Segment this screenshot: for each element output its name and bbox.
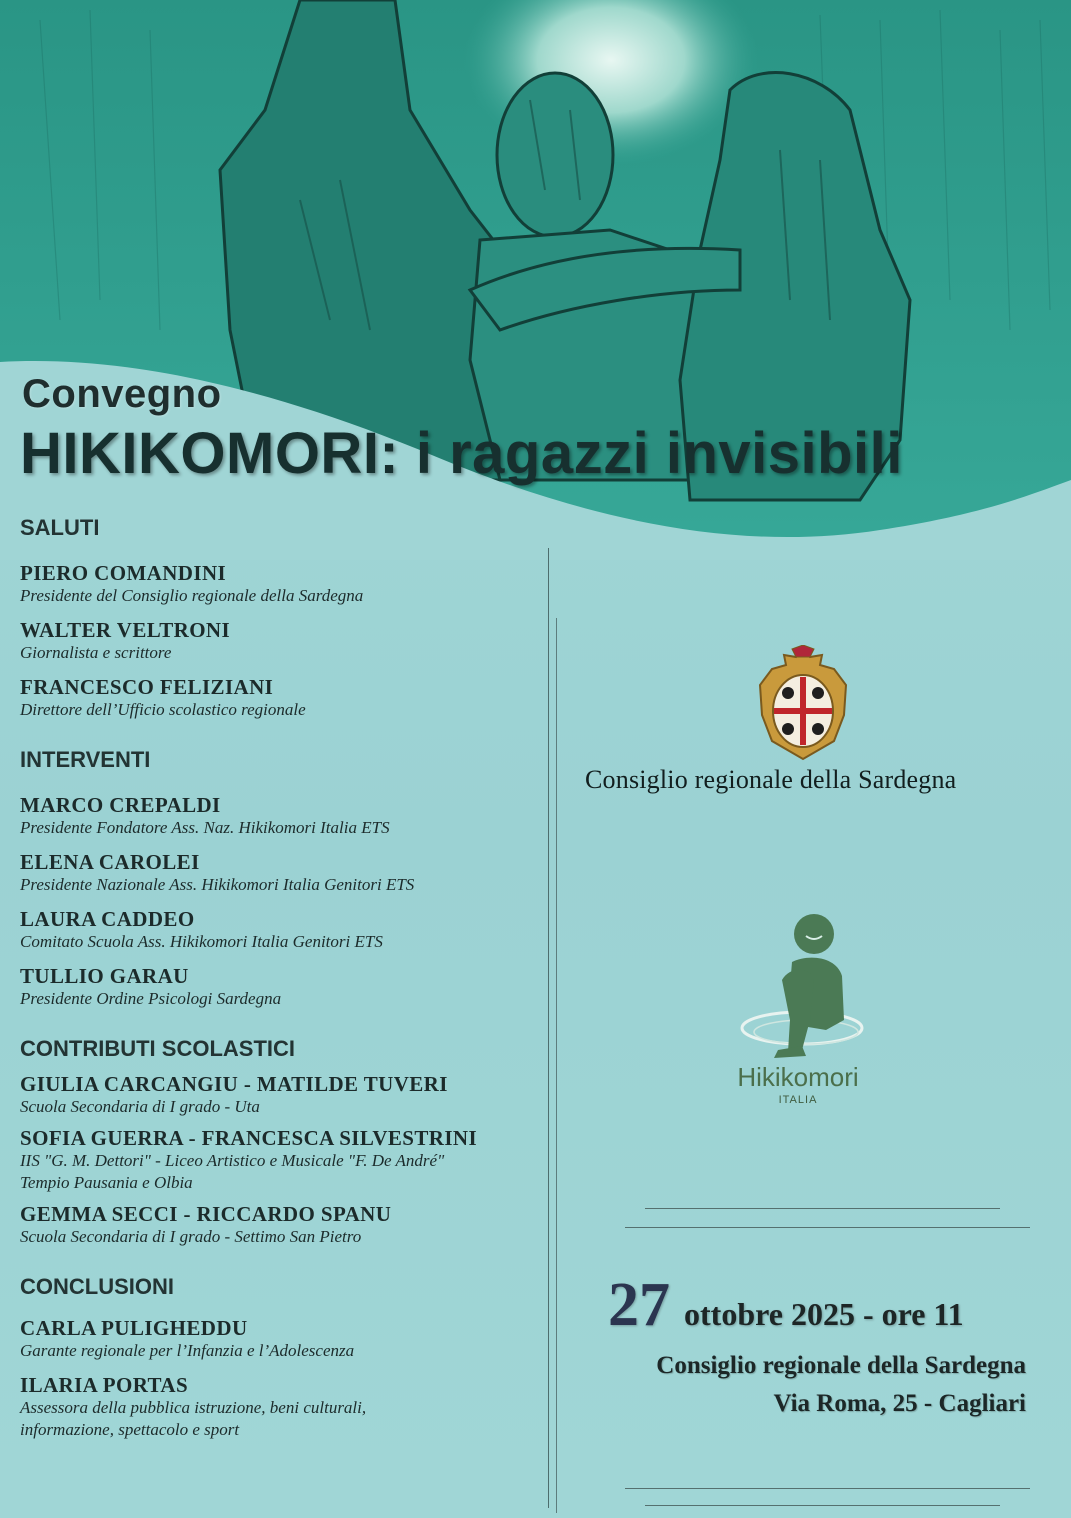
speaker-name: SOFIA GUERRA - FRANCESCA SILVESTRINI xyxy=(20,1126,478,1150)
decorative-rule xyxy=(625,1227,1030,1228)
speaker-role: Scuola Secondaria di I grado - Settimo San Pietro xyxy=(20,1227,362,1246)
speaker-entry xyxy=(20,1202,545,1248)
coat-of-arms-icon xyxy=(750,645,856,763)
speaker-entry xyxy=(20,850,545,896)
decorative-rule xyxy=(645,1505,1000,1506)
speaker-role: Presidente Fondatore Ass. Naz. Hikikomori Italia ETS xyxy=(20,818,390,837)
speaker-role: Direttore dell’Ufficio scolastico regionale xyxy=(20,700,306,719)
section-title: SALUTI xyxy=(20,515,100,540)
speaker-role: Assessora della pubblica istruzione, beni culturali, xyxy=(20,1398,367,1417)
section-contributi xyxy=(20,1036,545,1248)
speaker-entry xyxy=(20,1072,545,1118)
event-title: HIKIKOMORI: i ragazzi invisibili xyxy=(20,421,903,486)
speaker-entry xyxy=(20,1126,545,1194)
section-title: CONTRIBUTI SCOLASTICI xyxy=(20,1036,295,1061)
section-saluti xyxy=(20,515,545,721)
decorative-rule xyxy=(625,1488,1030,1489)
speaker-role: Presidente Nazionale Ass. Hikikomori Italia Genitori ETS xyxy=(20,875,415,894)
speaker-name: ILARIA PORTAS xyxy=(20,1373,189,1397)
speaker-name: LAURA CADDEO xyxy=(20,907,195,931)
section-title: CONCLUSIONI xyxy=(20,1274,174,1299)
speaker-role: Presidente Ordine Psicologi Sardegna xyxy=(20,989,282,1008)
event-date xyxy=(608,1270,1028,1341)
event-date-time: ottobre 2025 - ore 11 xyxy=(684,1296,964,1332)
speaker-name: FRANCESCO FELIZIANI xyxy=(20,675,274,699)
event-kicker: Convegno xyxy=(22,372,222,416)
speaker-role: Garante regionale per l’Infanzia e l’Adolescenza xyxy=(20,1341,355,1360)
speaker-entry xyxy=(20,561,545,607)
speaker-name: GIULIA CARCANGIU - MATILDE TUVERI xyxy=(20,1072,448,1096)
speaker-name: PIERO COMANDINI xyxy=(20,561,227,585)
speaker-role-line2: informazione, spettacolo e sport xyxy=(20,1420,240,1439)
section-conclusioni xyxy=(20,1274,545,1441)
speaker-name: GEMMA SECCI - RICCARDO SPANU xyxy=(20,1202,392,1226)
column-divider xyxy=(548,548,549,1508)
speaker-role: Scuola Secondaria di I grado - Uta xyxy=(20,1097,260,1116)
section-title: INTERVENTI xyxy=(20,747,151,772)
speaker-entry xyxy=(20,1316,545,1362)
speaker-entry xyxy=(20,675,545,721)
partner-logo-subtitle: ITALIA xyxy=(778,1094,818,1106)
event-venue: Consiglio regionale della Sardegna xyxy=(656,1352,1026,1379)
speaker-role: IIS "G. M. Dettori" - Liceo Artistico e Musicale "F. De André" xyxy=(20,1151,445,1170)
speaker-name: MARCO CREPALDI xyxy=(20,793,221,817)
decorative-rule xyxy=(645,1208,1000,1209)
event-day: 27 xyxy=(608,1271,670,1339)
speaker-entry xyxy=(20,793,545,839)
event-address: Via Roma, 25 - Cagliari xyxy=(773,1390,1026,1417)
speaker-name: ELENA CAROLEI xyxy=(20,850,200,874)
speaker-role-line2: Tempio Pausania e Olbia xyxy=(20,1173,193,1192)
speaker-name: TULLIO GARAU xyxy=(20,964,189,988)
speaker-entry xyxy=(20,1373,545,1441)
column-divider xyxy=(556,618,557,1513)
speaker-entry xyxy=(20,907,545,953)
speaker-role: Giornalista e scrittore xyxy=(20,643,172,662)
speaker-entry xyxy=(20,618,545,664)
organizer-name: Consiglio regionale della Sardegna xyxy=(585,765,957,794)
speaker-role: Presidente del Consiglio regionale della Sardegna xyxy=(20,586,364,605)
speaker-role: Comitato Scuola Ass. Hikikomori Italia Genitori ETS xyxy=(20,932,383,951)
section-interventi xyxy=(20,747,545,1010)
speaker-name: CARLA PULIGHEDDU xyxy=(20,1316,248,1340)
program xyxy=(20,515,545,1452)
speaker-entry xyxy=(20,964,545,1010)
speaker-name: WALTER VELTRONI xyxy=(20,618,231,642)
partner-logo-name: Hikikomori xyxy=(737,1062,859,1092)
